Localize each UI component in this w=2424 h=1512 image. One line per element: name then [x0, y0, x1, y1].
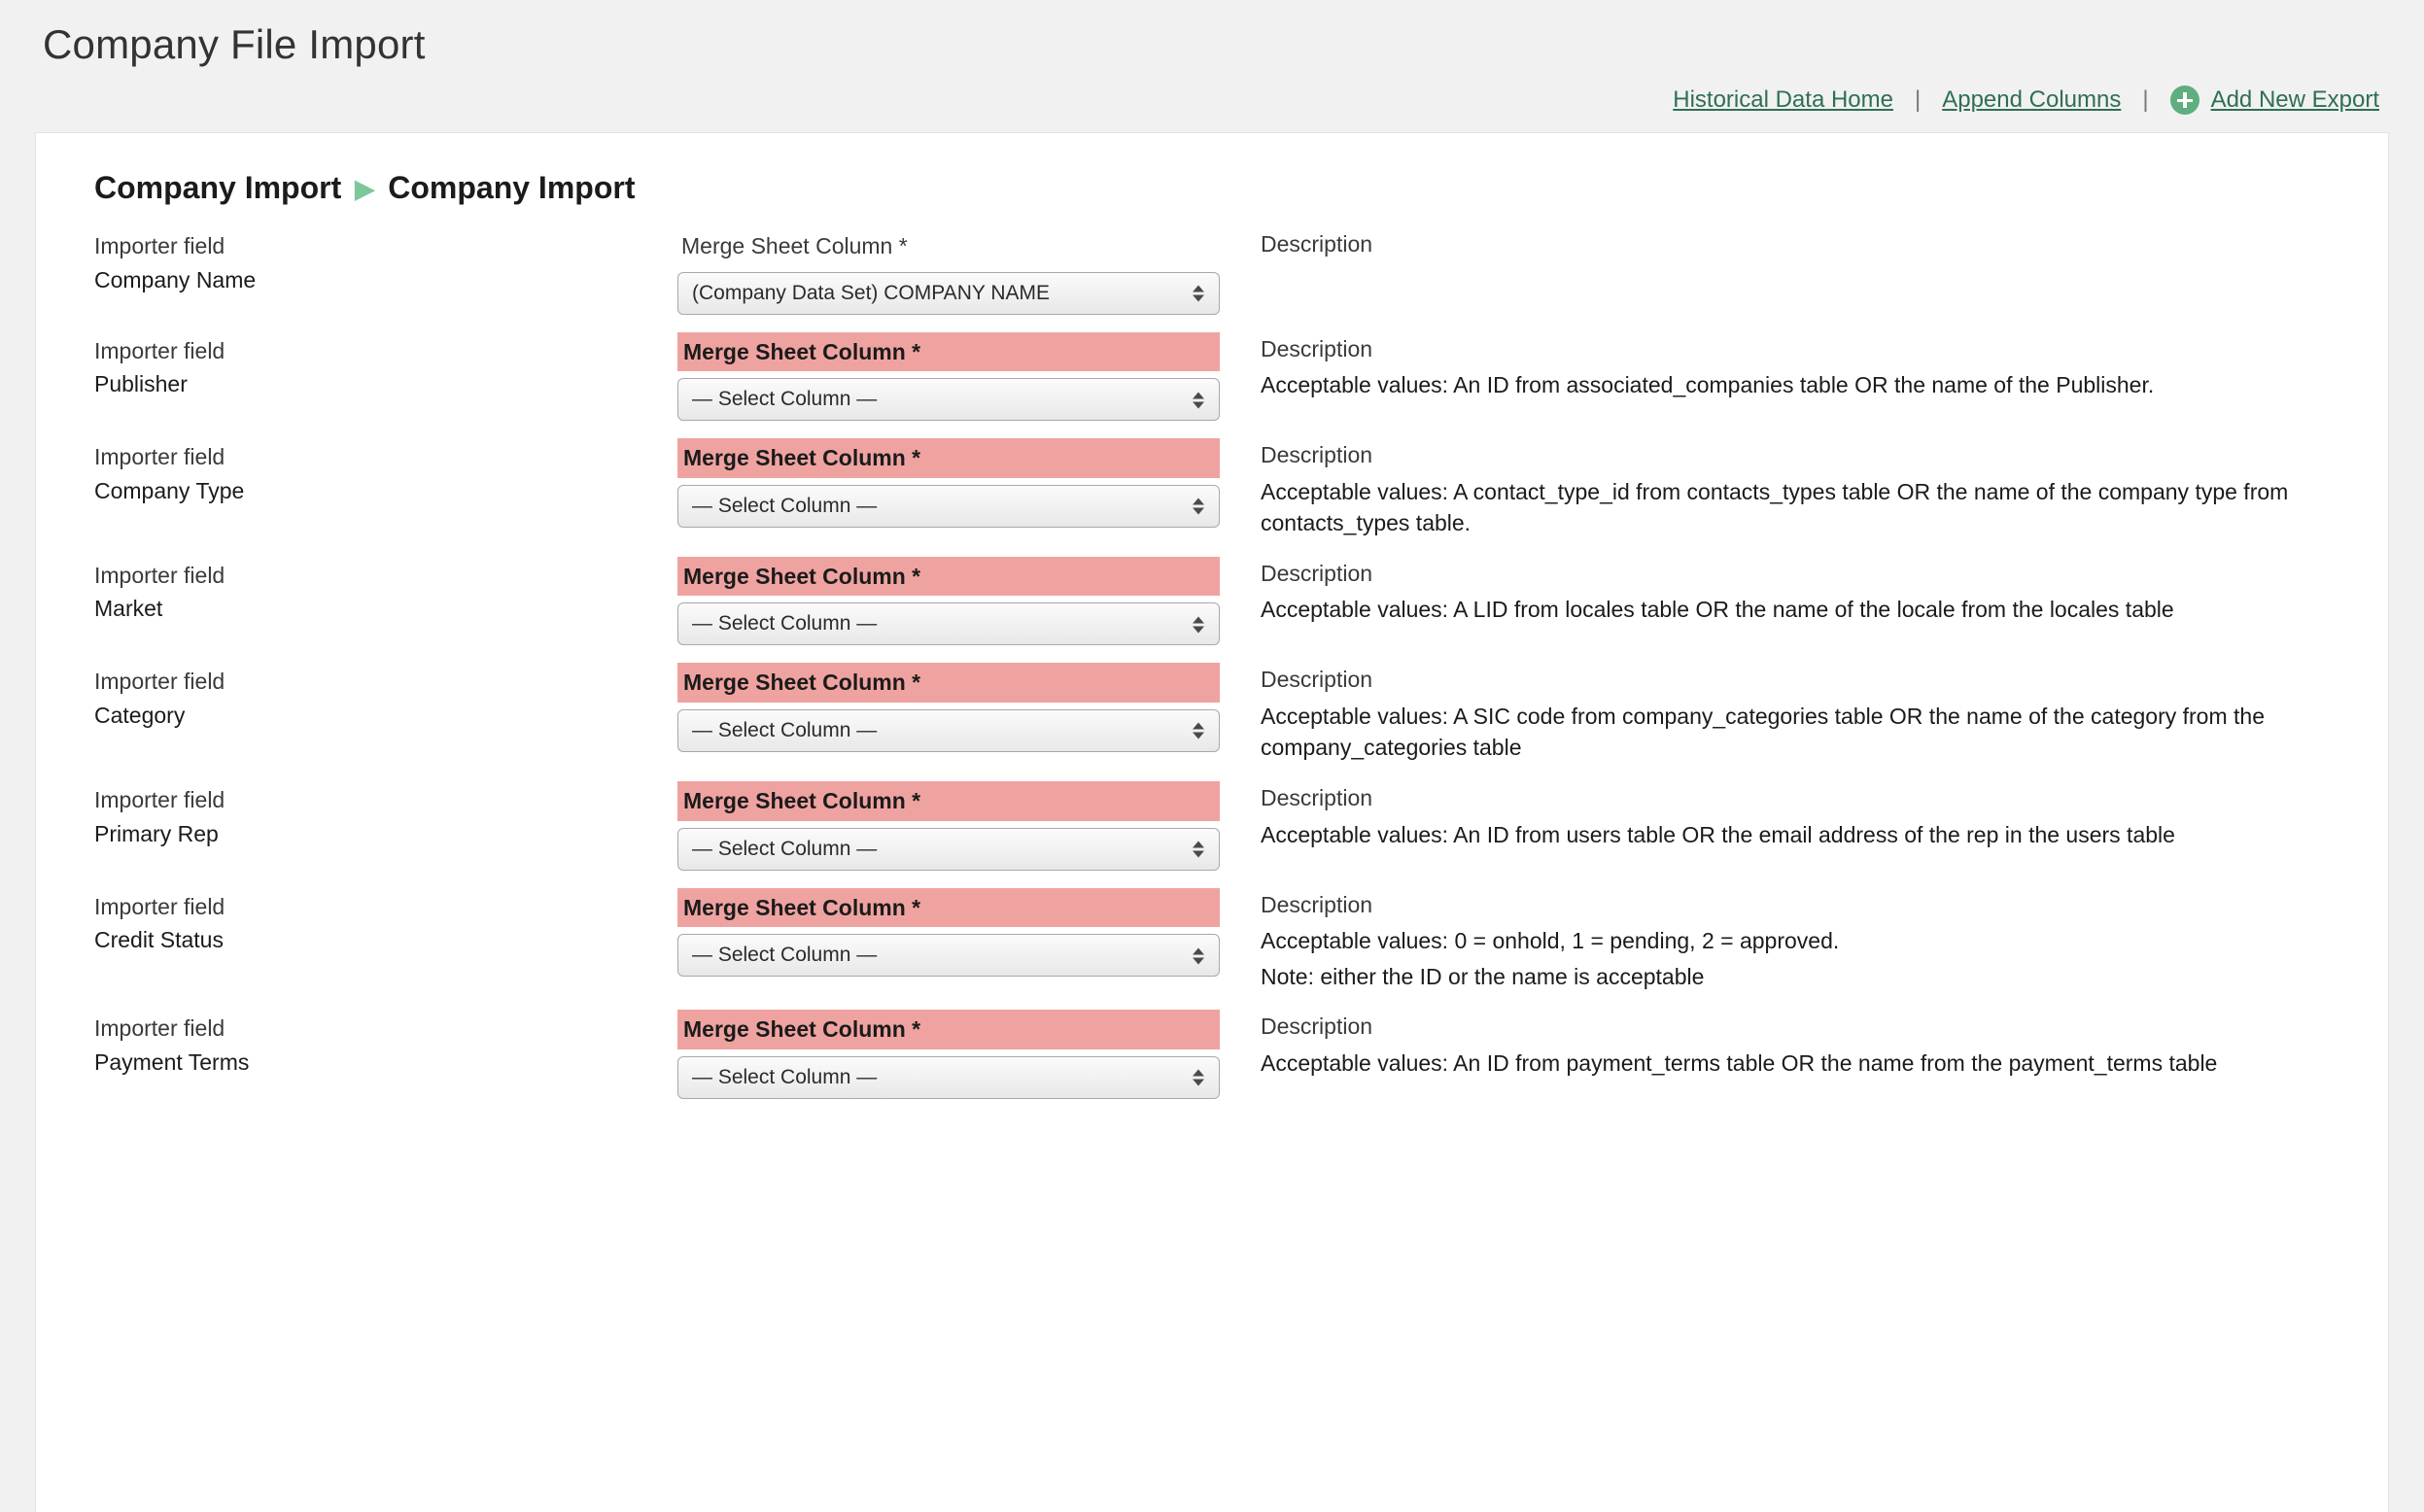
- description-label: Description: [1261, 560, 1373, 586]
- description-label: Description: [1261, 785, 1373, 811]
- importer-field-label: Importer field: [94, 233, 225, 258]
- mapping-row: [36, 227, 2388, 332]
- importer-field-name: Credit Status: [94, 927, 224, 953]
- merge-sheet-column-label: Merge Sheet Column *: [677, 557, 1220, 597]
- breadcrumb: [36, 170, 2388, 206]
- mapping-row: [36, 332, 2388, 439]
- importer-field-cell: [94, 663, 677, 732]
- merge-column-cell: [677, 781, 1261, 871]
- description-text: Acceptable values: A contact_type_id from contacts_types table OR the name of the company type from contacts_types table.: [1261, 478, 2289, 536]
- description-cell: [1261, 227, 2330, 261]
- description-cell: [1261, 663, 2330, 764]
- merge-column-cell: [677, 227, 1261, 315]
- description-cell: [1261, 332, 2330, 401]
- historical-data-home-link[interactable]: Historical Data Home: [1673, 86, 1893, 113]
- importer-field-label: Importer field: [94, 893, 225, 919]
- description-cell: [1261, 888, 2330, 993]
- breadcrumb-item-first[interactable]: Company Import: [94, 170, 342, 205]
- merge-column-select[interactable]: [677, 1056, 1220, 1099]
- add-new-export-link[interactable]: Add New Export: [2210, 86, 2379, 113]
- importer-field-cell: [94, 557, 677, 626]
- merge-column-cell: [677, 332, 1261, 422]
- importer-field-cell: [94, 1010, 677, 1079]
- importer-field-label: Importer field: [94, 1015, 225, 1042]
- importer-field-name: Company Name: [94, 266, 257, 292]
- description-label: Description: [1261, 891, 1373, 917]
- breadcrumb-item-second: Company Import: [388, 170, 636, 205]
- description-text: Acceptable values: A LID from locales table OR the name of the locale from the locales table: [1261, 597, 2174, 623]
- importer-field-name: Payment Terms: [94, 1048, 250, 1075]
- importer-field-cell: [94, 227, 677, 296]
- page-title: Company File Import: [43, 21, 426, 67]
- importer-field-label: Importer field: [94, 669, 225, 695]
- mapping-row: [36, 557, 2388, 664]
- importer-field-label: Importer field: [94, 562, 225, 588]
- header-links: [0, 68, 2424, 115]
- importer-field-name: Primary Rep: [94, 820, 219, 846]
- importer-field-label: Importer field: [94, 444, 225, 469]
- importer-field-name: Market: [94, 596, 163, 622]
- mapping-row: [36, 781, 2388, 888]
- chevron-right-icon: ▶: [355, 173, 375, 203]
- page-header: [0, 0, 2424, 115]
- importer-field-cell: [94, 888, 677, 957]
- importer-field-cell: [94, 332, 677, 401]
- description-text: Acceptable values: An ID from payment_terms table OR the name from the payment_terms table: [1261, 1049, 2218, 1076]
- description-text: Acceptable values: A SIC code from company_categories table OR the name of the category from the company_categories table: [1261, 703, 2266, 761]
- merge-column-cell: [677, 663, 1261, 752]
- merge-select-wrap: [677, 821, 1220, 871]
- description-cell: [1261, 438, 2330, 539]
- add-new-export-wrap[interactable]: [2170, 86, 2379, 115]
- merge-sheet-column-label: Merge Sheet Column *: [677, 888, 1220, 928]
- merge-sheet-column-label: Merge Sheet Column *: [677, 332, 1220, 372]
- merge-column-cell: [677, 557, 1261, 646]
- description-label: Description: [1261, 335, 1373, 361]
- merge-select-wrap: [677, 371, 1220, 421]
- description-label: Description: [1261, 442, 1373, 467]
- merge-column-cell: [677, 888, 1261, 978]
- merge-column-select[interactable]: [677, 378, 1220, 421]
- mapping-row: [36, 663, 2388, 781]
- importer-field-cell: [94, 438, 677, 507]
- merge-select-wrap: [677, 265, 1220, 315]
- append-columns-link[interactable]: Append Columns: [1942, 86, 2122, 113]
- link-separator-1: |: [1914, 86, 1922, 113]
- merge-column-select[interactable]: [677, 602, 1220, 645]
- importer-field-name: Category: [94, 702, 186, 728]
- mapping-row: [36, 1010, 2388, 1117]
- merge-column-select[interactable]: [677, 934, 1220, 977]
- plus-circle-icon: [2170, 86, 2199, 115]
- merge-sheet-column-label: Merge Sheet Column *: [677, 1010, 1220, 1049]
- merge-column-cell: [677, 1010, 1261, 1099]
- merge-sheet-column-label: Merge Sheet Column *: [677, 663, 1220, 703]
- description-cell: [1261, 557, 2330, 626]
- importer-field-cell: [94, 781, 677, 850]
- mapping-row: [36, 888, 2388, 1011]
- link-separator-2: |: [2142, 86, 2149, 113]
- merge-select-wrap: [677, 596, 1220, 645]
- description-label: Description: [1261, 667, 1373, 693]
- importer-field-label: Importer field: [94, 787, 225, 813]
- merge-column-cell: [677, 438, 1261, 528]
- merge-column-select[interactable]: [677, 272, 1220, 315]
- importer-field-name: Publisher: [94, 371, 188, 396]
- description-cell: [1261, 781, 2330, 850]
- merge-select-wrap: [677, 478, 1220, 528]
- description-label: Description: [1261, 231, 1373, 257]
- description-text: Acceptable values: An ID from associated_companies table OR the name of the Publisher.: [1261, 372, 2155, 397]
- merge-column-select[interactable]: [677, 828, 1220, 871]
- merge-select-wrap: [677, 703, 1220, 752]
- description-note: Note: either the ID or the name is acceptable: [1261, 963, 1705, 989]
- merge-column-select[interactable]: [677, 485, 1220, 528]
- mapping-rows: [36, 206, 2388, 1117]
- description-cell: [1261, 1010, 2330, 1079]
- import-card: [35, 132, 2389, 1512]
- description-text: Acceptable values: 0 = onhold, 1 = pending, 2 = approved.: [1261, 928, 1840, 954]
- importer-field-label: Importer field: [94, 337, 225, 363]
- merge-select-wrap: [677, 927, 1220, 977]
- merge-sheet-column-label: Merge Sheet Column *: [681, 233, 908, 258]
- merge-select-wrap: [677, 1049, 1220, 1099]
- merge-sheet-column-label: Merge Sheet Column *: [677, 781, 1220, 821]
- merge-sheet-column-label: Merge Sheet Column *: [677, 438, 1220, 478]
- description-label: Description: [1261, 1014, 1373, 1040]
- merge-column-select[interactable]: [677, 709, 1220, 752]
- description-text: Acceptable values: An ID from users table OR the email address of the rep in the users table: [1261, 821, 2175, 847]
- importer-field-name: Company Type: [94, 477, 245, 503]
- mapping-row: [36, 438, 2388, 557]
